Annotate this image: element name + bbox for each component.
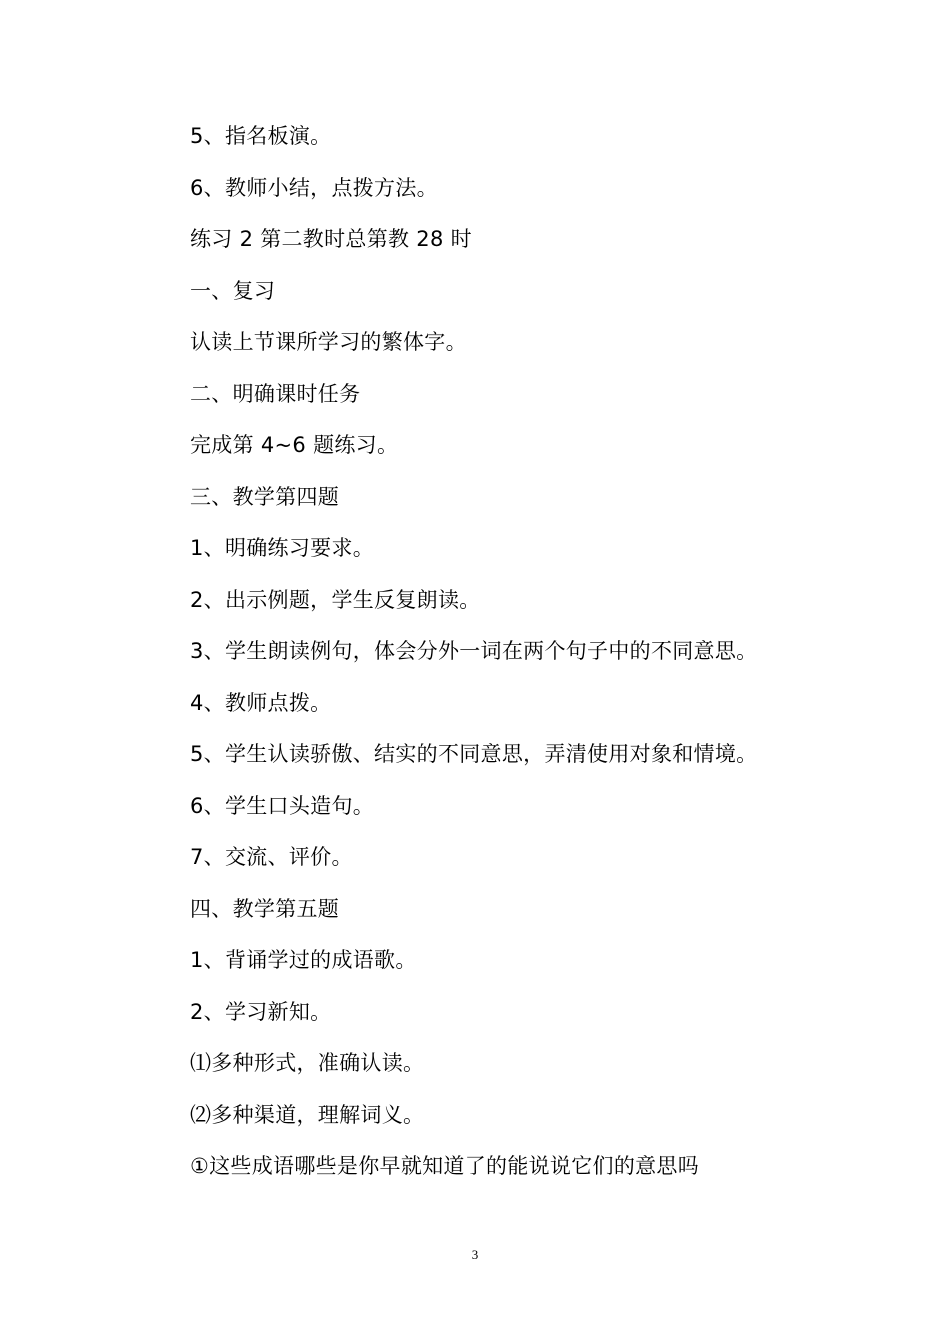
section-heading: 三、教学第四题	[190, 484, 340, 509]
text-line: 1、背诵学过的成语歌。	[190, 948, 417, 972]
text-line: 1、明确练习要求。	[190, 536, 375, 560]
text-line: ⑴多种形式，准确认读。	[190, 1051, 425, 1075]
section-heading: 练习 2 第二教时总第教 28 时	[190, 227, 472, 251]
text-line: 5、指名板演。	[190, 124, 332, 148]
text-line: 4、教师点拨。	[190, 690, 332, 715]
text-line: 6、教师小结，点拨方法。	[190, 175, 438, 200]
section-heading: 二、明确课时任务	[190, 381, 361, 406]
text-line: ⑵多种渠道，理解词义。	[190, 1102, 425, 1127]
text-line: 认读上节课所学习的繁体字。	[190, 330, 467, 354]
page-number: 3	[471, 1247, 479, 1262]
section-heading: 一、复习	[190, 278, 276, 303]
text-line: 完成第 4~6 题练习。	[190, 433, 399, 457]
text-line: 2、出示例题，学生反复朗读。	[190, 587, 481, 612]
text-line: 6、学生口头造句。	[190, 793, 375, 818]
text-line: ①这些成语哪些是你早就知道了的能说说它们的意思吗	[190, 1154, 700, 1178]
text-line: 3、学生朗读例句，体会分外一词在两个句子中的不同意思。	[190, 639, 758, 663]
text-line: 2、学习新知。	[190, 999, 332, 1024]
text-line: 7、交流、评价。	[190, 845, 353, 869]
document-body	[190, 118, 830, 1200]
text-line: 5、学生认读骄傲、结实的不同意思，弄清使用对象和情境。	[190, 742, 758, 766]
section-heading: 四、教学第五题	[190, 896, 340, 921]
